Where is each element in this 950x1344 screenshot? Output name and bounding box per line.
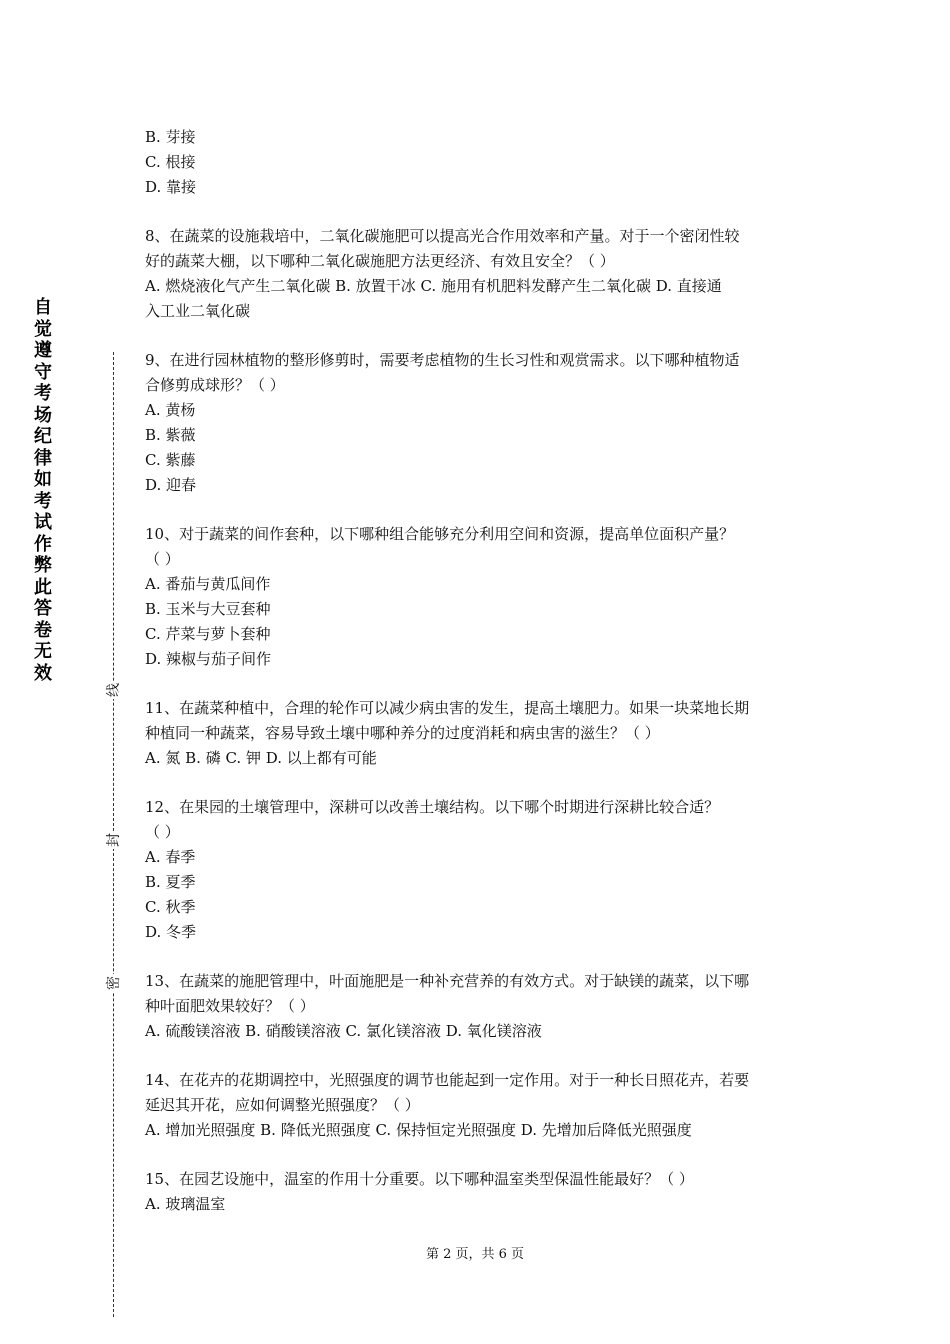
warning-char: 律 xyxy=(34,447,52,469)
option-line: A. 番茄与黄瓜间作 xyxy=(145,575,271,593)
option-line: C. 秋季 xyxy=(145,898,196,916)
question-content xyxy=(145,125,813,1217)
question-9 xyxy=(145,348,813,498)
warning-char: 纪 xyxy=(34,426,52,447)
question-11 xyxy=(145,696,813,771)
warning-char: 如 xyxy=(34,469,52,490)
warning-char: 卷 xyxy=(34,619,52,641)
warning-char: 试 xyxy=(34,512,52,533)
question-8 xyxy=(145,224,813,324)
option-line: B. 紫薇 xyxy=(145,426,196,444)
binding-label-seal: 封 xyxy=(106,833,122,847)
warning-char: 遵 xyxy=(34,340,52,361)
question-stem-line: 9、在进行园林植物的整形修剪时，需要考虑植物的生长习性和观赏需求。以下哪种植物适 xyxy=(145,351,740,369)
binding-label-secret: 密 xyxy=(106,976,122,990)
option-line: B. 夏季 xyxy=(145,873,196,891)
page-number: 第 2 页，共 6 页 xyxy=(425,1247,525,1262)
warning-char: 自 xyxy=(34,297,52,318)
option-line: A. 春季 xyxy=(145,848,196,866)
question-13 xyxy=(145,969,813,1044)
question-7-options xyxy=(145,125,813,200)
warning-char: 效 xyxy=(34,662,52,684)
question-10 xyxy=(145,522,813,672)
option-line: C. 紫藤 xyxy=(145,451,196,469)
question-stem-line: 10、对于蔬菜的间作套种，以下哪种组合能够充分利用空间和资源，提高单位面积产量？ xyxy=(145,525,735,543)
option-line: D. 辣椒与茄子间作 xyxy=(145,650,272,668)
question-stem-line: （ ） xyxy=(145,823,180,841)
question-stem-line: 种植同一种蔬菜，容易导致土壤中哪种养分的过度消耗和病虫害的滋生？（ ） xyxy=(145,724,660,742)
question-stem-line: 13、在蔬菜的施肥管理中，叶面施肥是一种补充营养的有效方式。对于缺镁的蔬菜，以下哪 xyxy=(145,972,750,990)
option-line: A. 燃烧液化气产生二氧化碳 B. 放置干冰 C. 施用有机肥料发酵产生二氧化碳 D. 直接通 xyxy=(145,277,722,295)
exam-warning xyxy=(31,297,55,684)
option-line: A. 玻璃温室 xyxy=(145,1195,226,1213)
question-stem-line: 合修剪成球形？（ ） xyxy=(145,376,285,394)
warning-char: 答 xyxy=(34,598,52,619)
warning-char: 守 xyxy=(34,361,52,383)
question-stem-line: 延迟其开花，应如何调整光照强度？（ ） xyxy=(145,1096,420,1114)
question-stem-line: 12、在果园的土壤管理中，深耕可以改善土壤结构。以下哪个时期进行深耕比较合适？ xyxy=(145,798,720,816)
question-stem-line: 好的蔬菜大棚，以下哪种二氧化碳施肥方法更经济、有效且安全？（ ） xyxy=(145,252,615,270)
option-line: B. 玉米与大豆套种 xyxy=(145,600,271,618)
option-line: D. 迎春 xyxy=(145,476,197,494)
question-stem-line: 15、在园艺设施中，温室的作用十分重要。以下哪种温室类型保温性能最好？（ ） xyxy=(145,1170,694,1188)
question-12 xyxy=(145,795,813,945)
option-line: D. 靠接 xyxy=(145,178,197,196)
option-line: D. 冬季 xyxy=(145,923,197,941)
warning-char: 考 xyxy=(34,490,52,512)
warning-char: 弊 xyxy=(34,555,52,576)
question-14 xyxy=(145,1068,813,1143)
option-line: A. 黄杨 xyxy=(145,401,196,419)
option-line: C. 芹菜与萝卜套种 xyxy=(145,625,271,643)
option-line: 入工业二氧化碳 xyxy=(145,302,251,320)
question-15 xyxy=(145,1167,813,1217)
warning-char: 觉 xyxy=(34,318,52,340)
warning-char: 作 xyxy=(34,533,52,555)
warning-char: 无 xyxy=(34,641,52,662)
option-line: C. 根接 xyxy=(145,153,196,171)
question-stem-line: 14、在花卉的花期调控中，光照强度的调节也能起到一定作用。对于一种长日照花卉，若要 xyxy=(145,1071,750,1089)
binding-label-line: 线 xyxy=(106,683,122,697)
question-stem-line: 11、在蔬菜种植中，合理的轮作可以减少病虫害的发生，提高土壤肥力。如果一块菜地长期 xyxy=(145,699,750,717)
option-line: A. 硫酸镁溶液 B. 硝酸镁溶液 C. 氯化镁溶液 D. 氧化镁溶液 xyxy=(145,1022,542,1040)
option-line: A. 氮 B. 磷 C. 钾 D. 以上都有可能 xyxy=(145,749,377,767)
question-stem-line: 8、在蔬菜的设施栽培中，二氧化碳施肥可以提高光合作用效率和产量。对于一个密闭性较 xyxy=(145,227,740,245)
warning-char: 场 xyxy=(34,404,52,426)
question-stem-line: （ ） xyxy=(145,550,180,568)
warning-char: 考 xyxy=(34,383,52,404)
option-line: B. 芽接 xyxy=(145,128,196,146)
question-stem-line: 种叶面肥效果较好？（ ） xyxy=(145,997,315,1015)
option-line: A. 增加光照强度 B. 降低光照强度 C. 保持恒定光照强度 D. 先增加后降低光照强度 xyxy=(145,1121,692,1139)
warning-char: 此 xyxy=(34,576,52,598)
